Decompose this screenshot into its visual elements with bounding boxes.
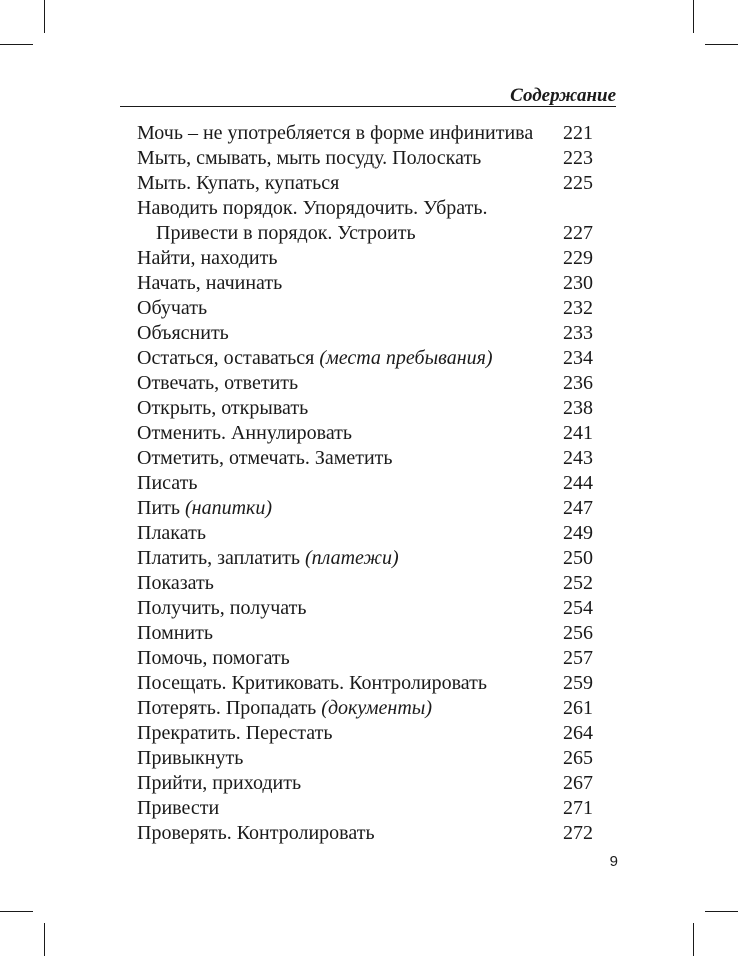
toc-entry-title: Прекратить. Перестать	[137, 722, 333, 744]
toc-page-number: 264	[563, 722, 593, 744]
toc-entry-title: Наводить порядок. Упорядочить. Убрать.	[137, 197, 488, 219]
toc-entry	[137, 296, 597, 321]
crop-mark-bottom-right-horizontal	[705, 911, 738, 912]
toc-entry-title: Мочь – не употребляется в форме инфинитива	[137, 122, 534, 144]
toc-entry	[137, 371, 597, 396]
toc-entry-title: Платить, заплатить (платежи)	[137, 547, 399, 569]
toc-entry	[137, 521, 597, 546]
toc-entry	[137, 546, 597, 571]
toc-page-number: 250	[563, 547, 593, 569]
crop-mark-top-left-vertical	[44, 0, 45, 33]
toc-page-number: 257	[563, 647, 593, 669]
toc-entry	[137, 271, 597, 296]
toc-entry	[137, 421, 597, 446]
toc-page-number: 244	[563, 472, 593, 494]
toc-entry-title: Посещать. Критиковать. Контролировать	[137, 672, 487, 694]
toc-entry	[137, 621, 597, 646]
toc-entry-note: (места пребывания)	[319, 347, 493, 369]
toc-page-number: 233	[563, 322, 593, 344]
crop-mark-top-right-vertical	[693, 0, 694, 33]
toc-page-number: 238	[563, 397, 593, 419]
toc-entry	[137, 571, 597, 596]
toc-page-number: 259	[563, 672, 593, 694]
toc-page-number: 232	[563, 297, 593, 319]
toc-page-number: 256	[563, 622, 593, 644]
toc-entry-title: Показать	[137, 572, 214, 594]
toc-entry-note: (документы)	[321, 697, 433, 719]
toc-entry	[137, 646, 597, 671]
toc-entry	[137, 471, 597, 496]
toc-entry	[137, 196, 597, 246]
toc-entry-title: Мыть, смывать, мыть посуду. Полоскать	[137, 147, 482, 169]
crop-mark-top-right-horizontal	[705, 44, 738, 45]
toc-entry	[137, 246, 597, 271]
toc-page-number: 252	[563, 572, 593, 594]
toc-page-number: 254	[563, 597, 593, 619]
toc-page-number: 236	[563, 372, 593, 394]
toc-entry-title: Помнить	[137, 622, 213, 644]
toc-page-number: 227	[563, 222, 593, 244]
toc-entry	[137, 721, 597, 746]
toc-entry-title: Начать, начинать	[137, 272, 283, 294]
toc-entry	[137, 171, 597, 196]
page-number: 9	[609, 853, 618, 870]
toc-entry-title: Потерять. Пропадать (документы)	[137, 697, 433, 719]
toc-page-number: 225	[563, 172, 593, 194]
running-head-title: Содержание	[510, 85, 616, 106]
toc-page-number: 243	[563, 447, 593, 469]
toc-entry-title: Отвечать, ответить	[137, 372, 299, 394]
toc-page-number: 247	[563, 497, 593, 519]
toc-entry-title: Отметить, отмечать. Заметить	[137, 447, 393, 469]
toc-entry-title: Пить (напитки)	[137, 497, 273, 519]
toc-entry	[137, 121, 597, 146]
toc-page-number: 271	[563, 797, 593, 819]
toc-entry	[137, 321, 597, 346]
crop-mark-bottom-left-horizontal	[0, 911, 33, 912]
toc-entry-title: Объяснить	[137, 322, 229, 344]
toc-page-number: 265	[563, 747, 593, 769]
toc-page-number: 234	[563, 347, 593, 369]
toc-entry	[137, 796, 597, 821]
toc-entry-title: Помочь, помогать	[137, 647, 290, 669]
toc-entry	[137, 446, 597, 471]
toc-page-number: 221	[563, 122, 593, 144]
toc-entry-title: Привыкнуть	[137, 747, 244, 769]
toc-entry-note: (напитки)	[185, 497, 273, 519]
toc-entry-title: Проверять. Контролировать	[137, 822, 375, 844]
crop-mark-top-left-horizontal	[0, 44, 33, 45]
toc-entry	[137, 396, 597, 421]
toc-entry	[137, 346, 597, 371]
toc-entry-title: Прийти, приходить	[137, 772, 302, 794]
toc-page-number: 223	[563, 147, 593, 169]
toc-entry-title: Писать	[137, 472, 198, 494]
toc-entry	[137, 821, 597, 846]
toc-page-number: 230	[563, 272, 593, 294]
toc-entry	[137, 746, 597, 771]
toc-page-number: 261	[563, 697, 593, 719]
toc-entry-title: Привести	[137, 797, 220, 819]
toc-entry-title: Отменить. Аннулировать	[137, 422, 353, 444]
table-of-contents	[137, 121, 597, 846]
running-head	[120, 82, 616, 107]
toc-entry-note: (платежи)	[304, 547, 399, 569]
toc-page-number: 229	[563, 247, 593, 269]
toc-entry-title: Открыть, открывать	[137, 397, 309, 419]
toc-entry-title: Получить, получать	[137, 597, 307, 619]
crop-mark-bottom-right-vertical	[693, 923, 694, 956]
toc-page-number: 241	[563, 422, 593, 444]
toc-entry	[137, 146, 597, 171]
toc-entry-title: Обучать	[137, 297, 208, 319]
toc-page-number: 249	[563, 522, 593, 544]
toc-entry	[137, 496, 597, 521]
toc-entry-title: Найти, находить	[137, 247, 278, 269]
crop-mark-bottom-left-vertical	[44, 923, 45, 956]
toc-entry	[137, 771, 597, 796]
toc-entry	[137, 696, 597, 721]
toc-entry	[137, 671, 597, 696]
toc-entry-title-continuation: Привести в порядок. Устроить	[156, 222, 416, 244]
toc-entry	[137, 596, 597, 621]
toc-entry-title: Остаться, оставаться (места пребывания)	[137, 347, 493, 369]
toc-entry-title: Мыть. Купать, купаться	[137, 172, 340, 194]
toc-page-number: 272	[563, 822, 593, 844]
toc-page-number: 267	[563, 772, 593, 794]
toc-entry-title: Плакать	[137, 522, 206, 544]
